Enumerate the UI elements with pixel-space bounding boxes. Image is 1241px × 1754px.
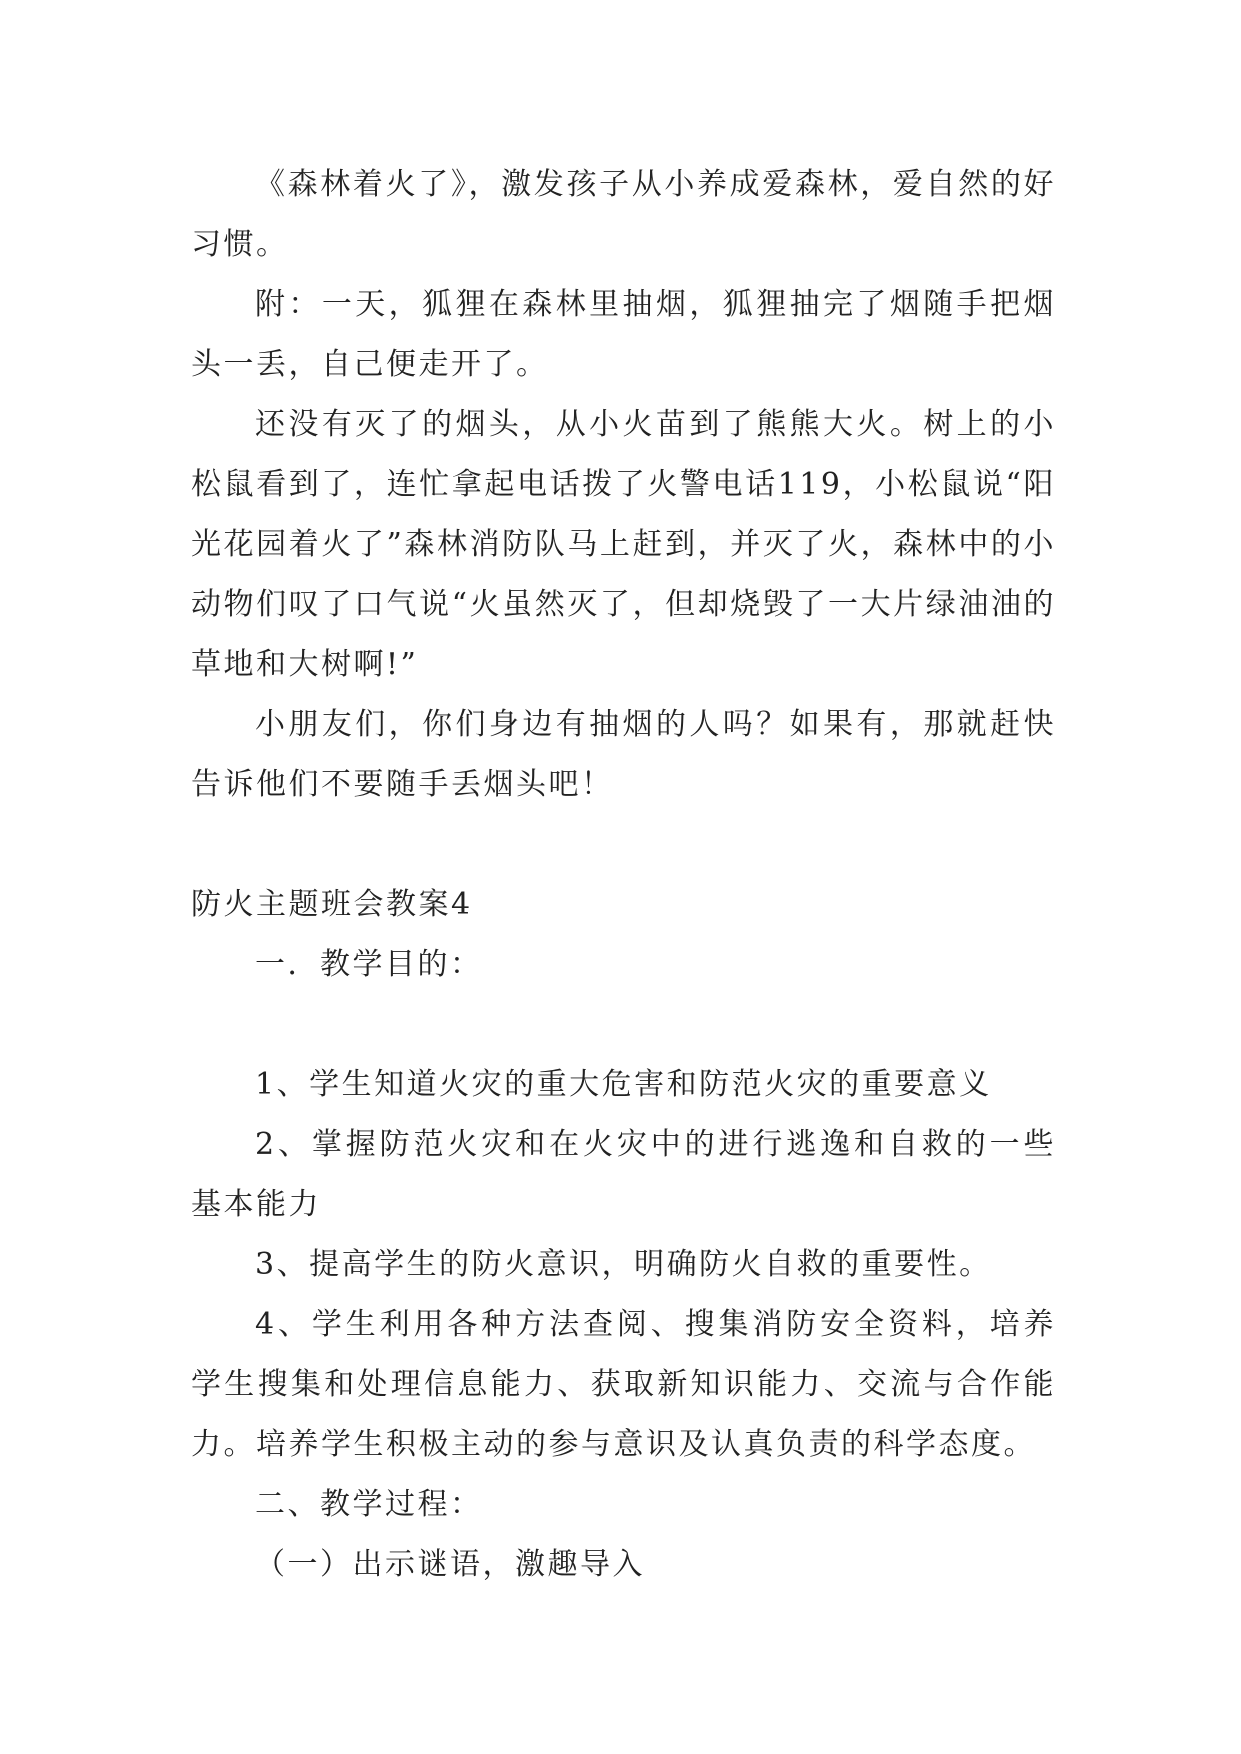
story-paragraph-question: 小朋友们，你们身边有抽烟的人吗？如果有，那就赶快告诉他们不要随手丢烟头吧！ (191, 707, 1056, 802)
objectives-heading: 一．教学目的： (255, 947, 483, 982)
section-spacer (191, 815, 1056, 875)
process-heading: 二、教学过程： (255, 1487, 483, 1522)
objective-item-3: 3、提高学生的防火意识，明确防火自救的重要性。 (255, 1247, 992, 1282)
story-paragraph-intro: 《森林着火了》，激发孩子从小养成爱森林，爱自然的好习惯。 (191, 167, 1056, 262)
objectives-spacer (191, 995, 1056, 1055)
section-title: 防火主题班会教案4 (191, 887, 473, 922)
story-paragraph-fire: 还没有灭了的烟头，从小火苗到了熊熊大火。树上的小松鼠看到了，连忙拿起电话拨了火警电话119，小松鼠说“阳光花园着火了”森林消防队马上赶到，并灭了火，森林中的小动物们叹了口气说“火虽然灭了，但却烧毁了一大片绿油油的草地和大树啊!” (191, 407, 1056, 682)
story-paragraph-appendix: 附：一天，狐狸在森林里抽烟，狐狸抽完了烟随手把烟头一丢，自己便走开了。 (191, 287, 1056, 382)
document-body (191, 155, 1056, 1595)
process-step-1: （一）出示谜语，激趣导入 (255, 1547, 645, 1582)
objective-item-2: 2、掌握防范火灾和在火灾中的进行逃逸和自救的一些基本能力 (191, 1127, 1056, 1222)
objective-item-4: 4、学生利用各种方法查阅、搜集消防安全资料，培养学生搜集和处理信息能力、获取新知识能力、交流与合作能力。培养学生积极主动的参与意识及认真负责的科学态度。 (191, 1307, 1056, 1462)
objective-item-1: 1、学生知道火灾的重大危害和防范火灾的重要意义 (255, 1067, 992, 1102)
